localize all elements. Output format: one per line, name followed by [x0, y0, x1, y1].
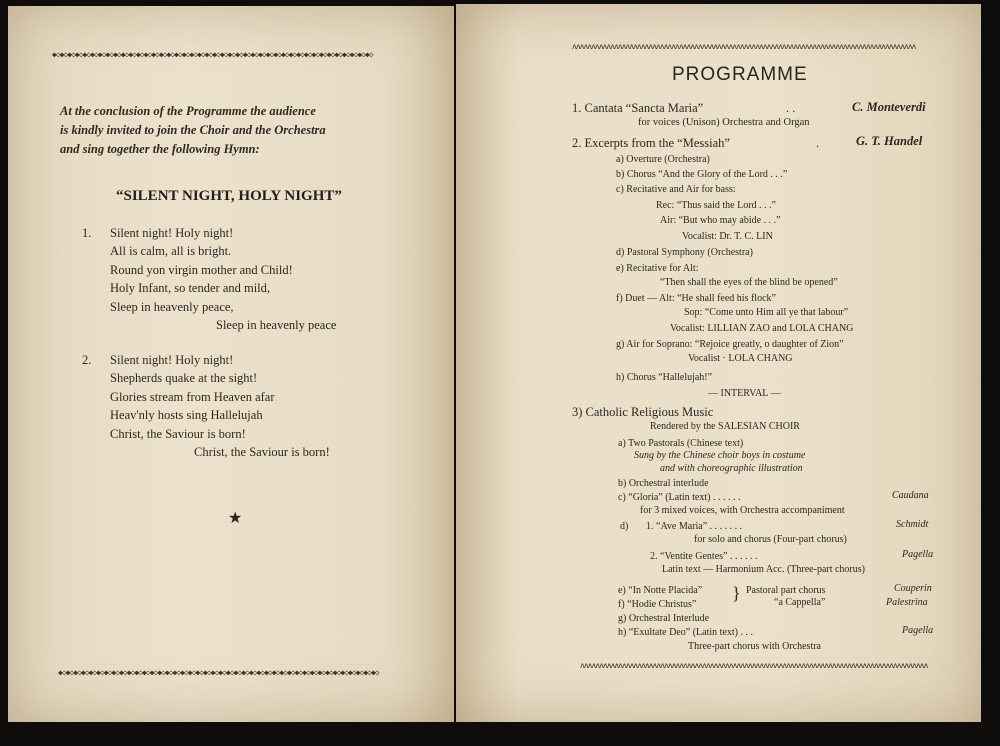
item-3h-sub: Three-part chorus with Orchestra — [688, 641, 821, 652]
item-3d2-sub: Latin text — Harmonium Acc. (Three-part chorus) — [662, 564, 865, 575]
brace: } — [732, 583, 741, 603]
left-page — [8, 6, 454, 722]
item-2h: h) Chorus “Hallelujah!” — [616, 372, 713, 383]
item-2e-line: “Then shall the eyes of the blind be opened” — [660, 277, 838, 288]
item-1-sub: for voices (Unison) Orchestra and Organ — [638, 117, 810, 128]
item-3f-composer: Palestrina — [886, 597, 928, 608]
item-3-rendered: Rendered by the SALESIAN CHOIR — [650, 421, 800, 432]
item-1-dots: . . — [786, 101, 796, 115]
item-3-label: 3) Catholic Religious Music — [572, 405, 714, 419]
decorative-border-top: ʌʌʌʌʌʌʌʌʌʌʌʌʌʌʌʌʌʌʌʌʌʌʌʌʌʌʌʌʌʌʌʌʌʌʌʌʌʌʌʌʌʌʌʌʌʌʌʌʌʌʌʌʌʌʌʌʌʌʌʌʌʌʌʌʌʌʌʌʌʌʌʌʌʌʌʌʌʌʌʌʌʌʌʌʌʌʌʌʌʌ — [572, 42, 916, 51]
item-2c-vocalist: Vocalist: Dr. T. C. LIN — [682, 231, 773, 242]
star-ornament: ★ — [228, 510, 243, 527]
item-2-label: 2. Excerpts from the “Messiah” — [572, 136, 730, 150]
item-3b: b) Orchestral interlude — [618, 478, 709, 489]
decorative-border-bottom: ʌʌʌʌʌʌʌʌʌʌʌʌʌʌʌʌʌʌʌʌʌʌʌʌʌʌʌʌʌʌʌʌʌʌʌʌʌʌʌʌʌʌʌʌʌʌʌʌʌʌʌʌʌʌʌʌʌʌʌʌʌʌʌʌʌʌʌʌʌʌʌʌʌʌʌʌʌʌʌʌʌʌʌʌʌʌʌʌʌʌʌ — [580, 661, 928, 670]
item-3d2-composer: Pagella — [902, 549, 934, 560]
item-3ef-desc-1: Pastoral part chorus — [746, 585, 826, 596]
item-2f: f) Duet — Alt: “He shall feed his flock” — [616, 293, 776, 304]
item-2a: a) Overture (Orchestra) — [616, 154, 710, 165]
verse-1-line-2: All is calm, all is bright. — [110, 244, 232, 258]
verse-1-line-5: Sleep in heavenly peace, — [110, 300, 234, 314]
item-3c: c) “Gloria” (Latin text) . . . . . . — [618, 492, 741, 503]
item-3f: f) “Hodie Christus” — [618, 599, 697, 610]
verse-2-line-4: Heav'nly hosts sing Hallelujah — [110, 408, 263, 422]
item-3e: e) “In Notte Placida” — [618, 585, 703, 596]
item-3c-composer: Caudana — [892, 490, 929, 501]
verse-2-line-2: Shepherds quake at the sight! — [110, 371, 258, 385]
item-2f-vocalist: Vocalist: LILLIAN ZAO and LOLA CHANG — [670, 323, 854, 334]
verse-1-line-1: Silent night! Holy night! — [110, 226, 234, 240]
verse-2-line-6: Christ, the Saviour is born! — [194, 445, 330, 459]
item-3g: g) Orchestral Interlude — [618, 613, 710, 624]
item-3ef-desc-2: “a Cappella” — [774, 597, 826, 608]
item-3e-composer: Couperin — [894, 583, 932, 594]
verse-2-line-1: Silent night! Holy night! — [110, 353, 234, 367]
item-2g: g) Air for Soprano: “Rejoice greatly, o daughter of Zion” — [616, 339, 844, 350]
item-2-dots: . — [816, 136, 820, 150]
interval: — INTERVAL — — [708, 388, 781, 399]
verse-1-line-4: Holy Infant, so tender and mild, — [110, 281, 271, 295]
item-3a-note-1: Sung by the Chinese choir boys in costume — [634, 450, 806, 461]
item-3a-note-2: and with choreographic illustration — [660, 463, 803, 474]
verse-1-number: 1. — [82, 226, 92, 240]
intro-line-3: and sing together the following Hymn: — [60, 142, 260, 156]
item-2b: b) Chorus “And the Glory of the Lord . . .” — [616, 169, 788, 180]
item-3h-composer: Pagella — [902, 625, 934, 636]
item-3d1-sub: for solo and chorus (Four-part chorus) — [694, 534, 847, 545]
item-2e: e) Recitative for Alt: — [616, 263, 699, 274]
decorative-border-top: ◆◇◆◇◆◇◆◇◆◇◆◇◆◇◆◇◆◇◆◇◆◇◆◇◆◇◆◇◆◇◆◇◆◇◆◇◆◇◆◇◆◇◆◇◆◇◆◇◆◇◆◇◆◇◆◇◆◇◆◇◆◇◆◇◆◇◆◇◆◇◆◇◆◇◆◇◆◇◆◇◆◇◆◇ — [52, 50, 373, 59]
right-page — [456, 4, 981, 722]
item-1-composer: C. Monteverdi — [852, 100, 926, 114]
item-2d: d) Pastoral Symphony (Orchestra) — [616, 247, 753, 258]
verse-2-line-3: Glories stream from Heaven afar — [110, 390, 275, 404]
item-3d1-composer: Schmidt — [896, 519, 929, 530]
item-3d-label: d) — [620, 521, 629, 532]
verse-2-line-5: Christ, the Saviour is born! — [110, 427, 246, 441]
item-2c-rec: Rec: “Thus said the Lord . . .” — [656, 200, 776, 211]
item-2c: c) Recitative and Air for bass: — [616, 184, 736, 195]
intro-line-2: is kindly invited to join the Choir and the Orchestra — [60, 123, 326, 137]
verse-1-line-6: Sleep in heavenly peace — [216, 318, 337, 332]
item-2c-air: Air: “But who may abide . . .” — [660, 215, 781, 226]
item-2f-sop: Sop: “Come unto Him all ye that labour” — [684, 307, 849, 318]
hymn-title: “SILENT NIGHT, HOLY NIGHT” — [116, 188, 342, 204]
item-3h: h) “Exultate Deo” (Latin text) . . . — [618, 627, 753, 638]
item-2-composer: G. T. Handel — [856, 134, 923, 148]
item-3c-sub: for 3 mixed voices, with Orchestra accompaniment — [640, 505, 845, 516]
verse-2-number: 2. — [82, 353, 92, 367]
decorative-border-bottom: ◆◇◆◇◆◇◆◇◆◇◆◇◆◇◆◇◆◇◆◇◆◇◆◇◆◇◆◇◆◇◆◇◆◇◆◇◆◇◆◇◆◇◆◇◆◇◆◇◆◇◆◇◆◇◆◇◆◇◆◇◆◇◆◇◆◇◆◇◆◇◆◇◆◇◆◇◆◇◆◇◆◇◆◇ — [58, 668, 379, 677]
item-3d1: 1. “Ave Maria” . . . . . . . — [646, 521, 743, 532]
verse-1-line-3: Round yon virgin mother and Child! — [110, 263, 293, 277]
item-3d2: 2. “Ventite Gentes” . . . . . . — [650, 551, 758, 562]
item-1-label: 1. Cantata “Sancta Maria” — [572, 101, 704, 115]
item-2g-vocalist: Vocalist · LOLA CHANG — [688, 353, 793, 364]
programme-title: PROGRAMME — [672, 64, 808, 85]
intro-line-1: At the conclusion of the Programme the audience — [60, 104, 316, 118]
item-3a: a) Two Pastorals (Chinese text) — [618, 438, 744, 449]
